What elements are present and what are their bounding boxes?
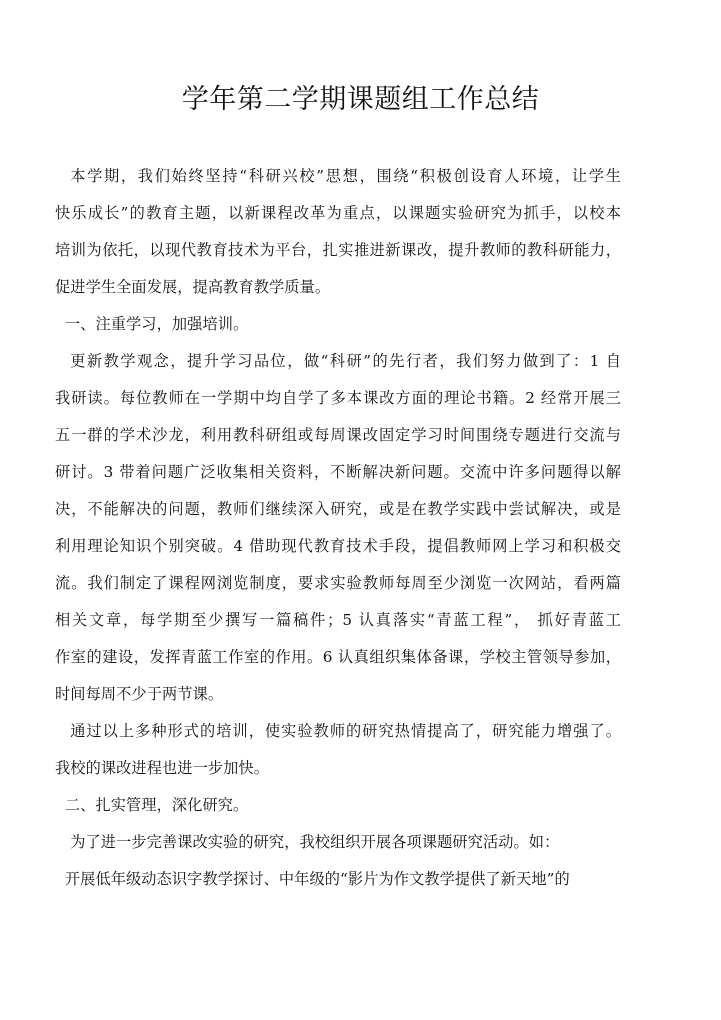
text-line: 我研读。每位教师在一学期中均自学了多本课改方面的理论书籍。2 经常开展三 xyxy=(55,389,621,407)
text-line: 为了进一步完善课改实验的研究，我校组织开展各项课题研究活动。如： xyxy=(70,833,560,851)
text-line: 决，不能解决的问题，教师们继续深入研究，或是在教学实践中尝试解决，或是 xyxy=(55,500,621,518)
document-body xyxy=(55,158,621,898)
text-line: 本学期，我们始终坚持“科研兴校”思想，围绕“积极创设育人环境，让学生 xyxy=(70,167,621,185)
paragraph-section-two-body xyxy=(55,824,621,898)
text-line: 相关文章，每学期至少撰写一篇稿件；5 认真落实“青蓝工程”， 抓好青蓝工 xyxy=(55,611,621,629)
paragraph-intro xyxy=(55,158,621,306)
text-line: 培训为依托，以现代教育技术为平台，扎实推进新课改，提升教师的教科研能力， xyxy=(55,241,621,259)
text-line: 开展低年级动态识字教学探讨、中年级的“影片为作文教学提供了新天地”的 xyxy=(64,870,570,888)
text-line: 更新教学观念，提升学习品位，做“科研”的先行者，我们努力做到了：1 自 xyxy=(70,352,621,370)
paragraph-training-result xyxy=(55,713,621,787)
text-line: 通过以上多种形式的培训，使实验教师的研究热情提高了，研究能力增强了。 xyxy=(70,722,621,740)
text-line: 流。我们制定了课程网浏览制度，要求实验教师每周至少浏览一次网站，看两篇 xyxy=(55,574,621,592)
text-line: 利用理论知识个别突破。4 借助现代教育技术手段，提倡教师网上学习和积极交 xyxy=(55,537,621,555)
heading-section-one xyxy=(55,306,621,343)
text-line: 时间每周不少于两节课。 xyxy=(55,685,224,703)
text-line: 快乐成长”的教育主题，以新课程改革为重点，以课题实验研究为抓手，以校本 xyxy=(55,204,621,222)
page-title: 学年第二学期课题组工作总结 xyxy=(181,84,540,115)
heading-section-two xyxy=(55,787,621,824)
text-line: 五一群的学术沙龙，利用教科研组或每周课改固定学习时间围绕专题进行交流与 xyxy=(55,426,621,444)
text-line: 我校的课改进程也进一步加快。 xyxy=(55,759,270,777)
paragraph-section-one-body xyxy=(55,343,621,713)
text-line: 一、注重学习，加强培训。 xyxy=(64,315,249,333)
text-line: 促进学生全面发展，提高教育教学质量。 xyxy=(55,278,331,296)
text-line: 二、扎实管理，深化研究。 xyxy=(64,796,249,814)
text-line: 作室的建设，发挥青蓝工作室的作用。6 认真组织集体备课，学校主管领导参加， xyxy=(55,648,621,666)
text-line: 研讨。3 带着问题广泛收集相关资料，不断解决新问题。交流中许多问题得以解 xyxy=(55,463,621,481)
